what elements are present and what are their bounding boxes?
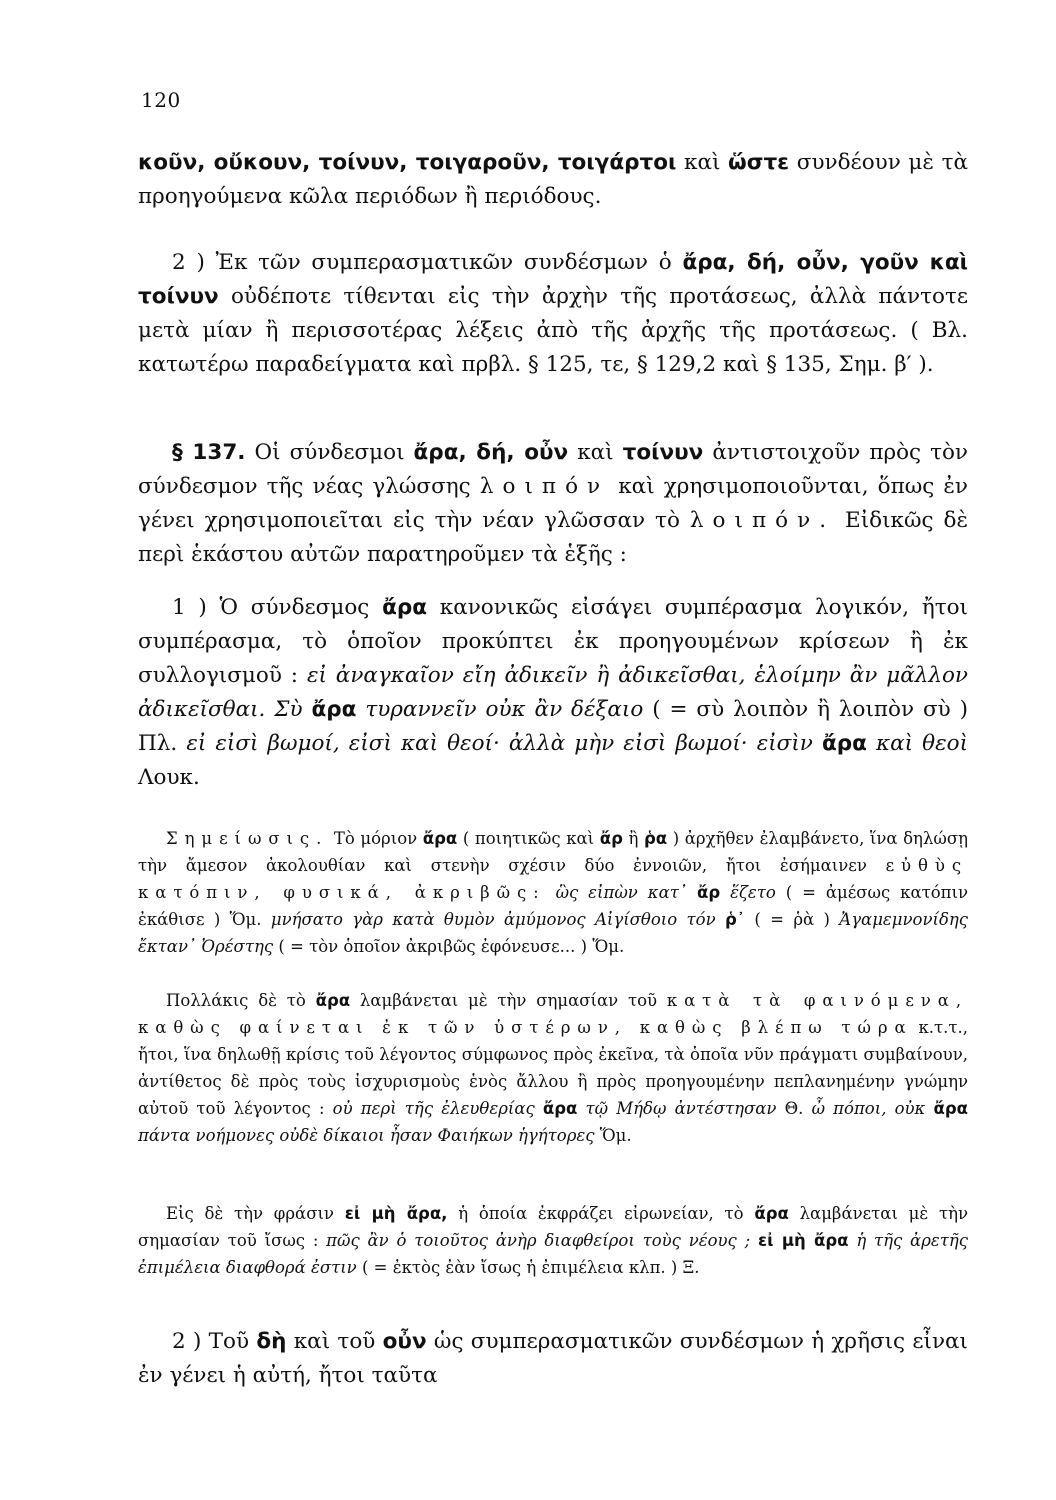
keyword: ῥα: [643, 829, 668, 848]
keyword: οὖν: [382, 1329, 427, 1354]
spaced-word: εὐθὺς κατόπιν, φυσικά, ἀκριβῶς:: [138, 856, 968, 902]
item-1-paragraph: 1 ) Ὁ σύνδεσμος ἄρα κανονικῶς εἰσάγει συμπέρασμα λογικόν, ἤτοι συμπέρασμα, τὸ ὁποῖον προκύπτει ἐκ προηγουμένων κρίσεων ἢ ἐκ συλλογισμοῦ : εἰ ἀναγκαῖον εἴη ἀδικεῖν ἢ ἀδικεῖσθαι, ἑλοίμην ἂν μᾶλλον ἀδικεῖσθαι. Σὺ ἄρα τυραννεῖν οὐκ ἂν δέξαιο ( = σὺ λοιπὸν ἢ λοιπὸν σὺ ) Πλ. εἰ εἰσὶ βωμοί, εἰσὶ καὶ θεοί· ἀλλὰ μὴν εἰσὶ βωμοί· εἰσὶν ἄρα καὶ θεοὶ Λουκ.: [138, 595, 969, 790]
keyword: εἰ μὴ ἄρα,: [344, 1204, 448, 1223]
keyword: ἄρα: [382, 595, 427, 620]
keyword: ἄρα, δή, οὖν: [413, 440, 569, 465]
section-number: § 137.: [172, 440, 246, 465]
page-number: 120: [141, 88, 181, 112]
keyword: ἄρα: [933, 1099, 969, 1118]
spaced-word: λοιπόν: [479, 474, 610, 499]
example: μνήσατο γὰρ κατὰ θυμὸν ἀμύμονος Αἰγίσθοιο τόν: [270, 910, 716, 929]
spaced-word: κατὰ τὰ φαινόμενα, καθὼς φαίνεται ἐκ τῶν ὑστέρων, καθὼς βλέπω τώρα: [138, 991, 969, 1037]
example: εἰ εἰσὶ βωμοί, εἰσὶ καὶ θεοί· ἀλλὰ μὴν εἰσὶ βωμοί· εἰσὶν: [186, 731, 813, 756]
section-137-paragraph: § 137. Οἱ σύνδεσμοι ἄρα, δή, οὖν καὶ τοίνυν ἀντιστοιχοῦν πρὸς τὸν σύνδεσμον τῆς νέας γλώσσης λοιπόν καὶ χρησιμοποιοῦνται, ὅπως ἐν γένει χρησιμοποιεῖται εἰς τὴν νέαν γλῶσσαν τὸ λοιπόν. Εἰδικῶς δὲ περὶ ἑκάστου αὐτῶν παρατηροῦμεν τὰ ἑξῆς :: [138, 440, 968, 567]
keyword: κοῦν, οὔκουν, τοίνυν, τοιγαροῦν, τοιγάρτοι: [138, 150, 677, 175]
example: καὶ θεοὶ: [876, 731, 968, 756]
keyword: ἄρα: [754, 1204, 789, 1223]
keyword: καὶ τοίνυν: [138, 250, 968, 309]
note-paragraph: Σημείωσις. Τὸ μόριον ἄρα ( ποιητικῶς καὶ ἄρ ἢ ῥα ) ἀρχῆθεν ἐλαμβάνετο, ἵνα δηλώσῃ τὴν ἄμεσον ἀκολουθίαν καὶ στενὴν σχέσιν δύο ἐννοιῶν, ἤτοι ἐσήμαινεν εὐθὺς κατόπιν, φυσικά, ἀκριβῶς: ὣς εἰπὼν κατ᾽ ἄρ ἕζετο ( = ἀμέσως κατόπιν ἐκάθισε ) Ὅμ. μνήσατο γὰρ κατὰ θυμὸν ἀμύμονος Αἰγίσθοιο τόν ῥ᾽ ( = ῥὰ ) Ἀγαμεμνονίδης ἔκταν᾽ Ὀρέστης ( = τὸν ὁποῖον ἀκριβῶς ἐφόνευσε... ) Ὅμ.: [138, 829, 969, 956]
example: Ἀγαμεμνονίδης ἔκταν᾽ Ὀρέστης: [138, 910, 969, 956]
example: ἕζετο: [730, 883, 776, 902]
example: ἡ τῆς ἀρετῆς ἐπιμέλεια διαφθορά ἐστιν: [138, 1231, 969, 1277]
spaced-word: λοιπόν.: [689, 508, 836, 533]
keyword: ἄρα: [311, 697, 357, 722]
keyword: δὴ: [256, 1329, 287, 1354]
example: τυραννεῖν οὐκ ἂν δέξαιο: [365, 697, 644, 722]
example: ὦ πόποι, οὐκ: [811, 1099, 926, 1118]
example: πῶς ἂν ὁ τοιοῦτος ἀνὴρ διαφθείροι τοὺς νέους ;: [326, 1231, 751, 1250]
example: ὣς εἰπὼν κατ᾽: [555, 883, 688, 902]
note-paragraph: Εἰς δὲ τὴν φράσιν εἰ μὴ ἄρα, ἡ ὁποία ἐκφράζει εἰρωνείαν, τὸ ἄρα λαμβάνεται μὲ τὴν σημασίαν τοῦ ἴσως : πῶς ἂν ὁ τοιοῦτος ἀνὴρ διαφθείροι τοὺς νέους ; εἰ μὴ ἄρα ἡ τῆς ἀρετῆς ἐπιμέλεια διαφθορά ἐστιν ( = ἐκτὸς ἐὰν ἴσως ἡ ἐπιμέλεια κλπ. ) Ξ.: [138, 1204, 969, 1277]
keyword: ἄρα: [821, 731, 867, 756]
keyword: ἄρα: [315, 991, 351, 1010]
intro-paragraph: κοῦν, οὔκουν, τοίνυν, τοιγαροῦν, τοιγάρτοι καὶ ὥστε συνδέουν μὲ τὰ προηγούμενα κῶλα περιόδων ἢ περιόδους.: [138, 150, 968, 209]
keyword: ἄρ: [599, 829, 623, 848]
note-paragraph: Πολλάκις δὲ τὸ ἄρα λαμβάνεται μὲ τὴν σημασίαν τοῦ κατὰ τὰ φαινόμενα, καθὼς φαίνεται ἐκ τῶν ὑστέρων, καθὼς βλέπω τώρα κ.τ.τ., ἤτοι, ἵνα δηλωθῇ κρίσις τοῦ λέγοντος σύμφωνος πρὸς ἐκεῖνα, τὰ ὁποῖα νῦν πράγματι συμβαίνουν, ἀντίθετος δὲ πρὸς τοὺς ἰσχυρισμοὺς ἑνὸς ἄλλου ἢ πρὸς προηγουμένην πεπλανημένην γνώμην αὐτοῦ τοῦ λέγοντος : οὐ περὶ τῆς ἐλευθερίας ἄρα τῷ Μήδῳ ἀντέστησαν Θ. ὦ πόποι, οὐκ ἄρα πάντα νοήμονες οὐδὲ δίκαιοι ἦσαν Φαιήκων ἡγήτορες Ὅμ.: [138, 991, 969, 1145]
keyword: ῥ᾽: [724, 910, 746, 929]
example: τῷ Μήδῳ ἀντέστησαν: [585, 1099, 777, 1118]
keyword: ἄρα: [542, 1099, 578, 1118]
keyword: τοίνυν: [622, 440, 704, 465]
example: πάντα νοήμονες οὐδὲ δίκαιοι ἦσαν Φαιήκων ἡγήτορες: [138, 1126, 595, 1145]
section-2-paragraph: 2 ) Ἐκ τῶν συμπερασματικῶν συνδέσμων ὁ ἄρα, δή, οὖν, γοῦν καὶ τοίνυν οὐδέποτε τίθενται εἰς τὴν ἀρχὴν τῆς προτάσεως, ἀλλὰ πάντοτε μετὰ μίαν ἢ περισσοτέρας λέξεις ἀπὸ τῆς ἀρχῆς τῆς προτάσεως. ( Βλ. κατωτέρω παραδείγματα καὶ πρβλ. § 125, τε, § 129,2 καὶ § 135, Σημ. β′ ).: [138, 250, 968, 377]
keyword: ἄρ: [697, 883, 721, 902]
item-2-paragraph: 2 ) Τοῦ δὴ καὶ τοῦ οὖν ὡς συμπερασματικῶν συνδέσμων ἡ χρῆσις εἶναι ἐν γένει ἡ αὐτή, ἤτοι ταῦτα: [138, 1329, 968, 1388]
keyword: ὥστε: [728, 150, 790, 175]
note-label: Σημείωσις.: [166, 829, 329, 848]
example: εἰ ἀναγκαῖον εἴη ἀδικεῖν ἢ ἀδικεῖσθαι, ἑλοίμην ἂν μᾶλλον ἀδικεῖσθαι. Σὺ: [138, 663, 969, 722]
keyword: ἄρα: [422, 829, 458, 848]
keyword: ἄρα, δή, οὖν, γοῦν: [682, 250, 919, 275]
example: οὐ περὶ τῆς ἐλευθερίας: [332, 1099, 535, 1118]
keyword: εἰ μὴ ἄρα: [757, 1231, 849, 1250]
